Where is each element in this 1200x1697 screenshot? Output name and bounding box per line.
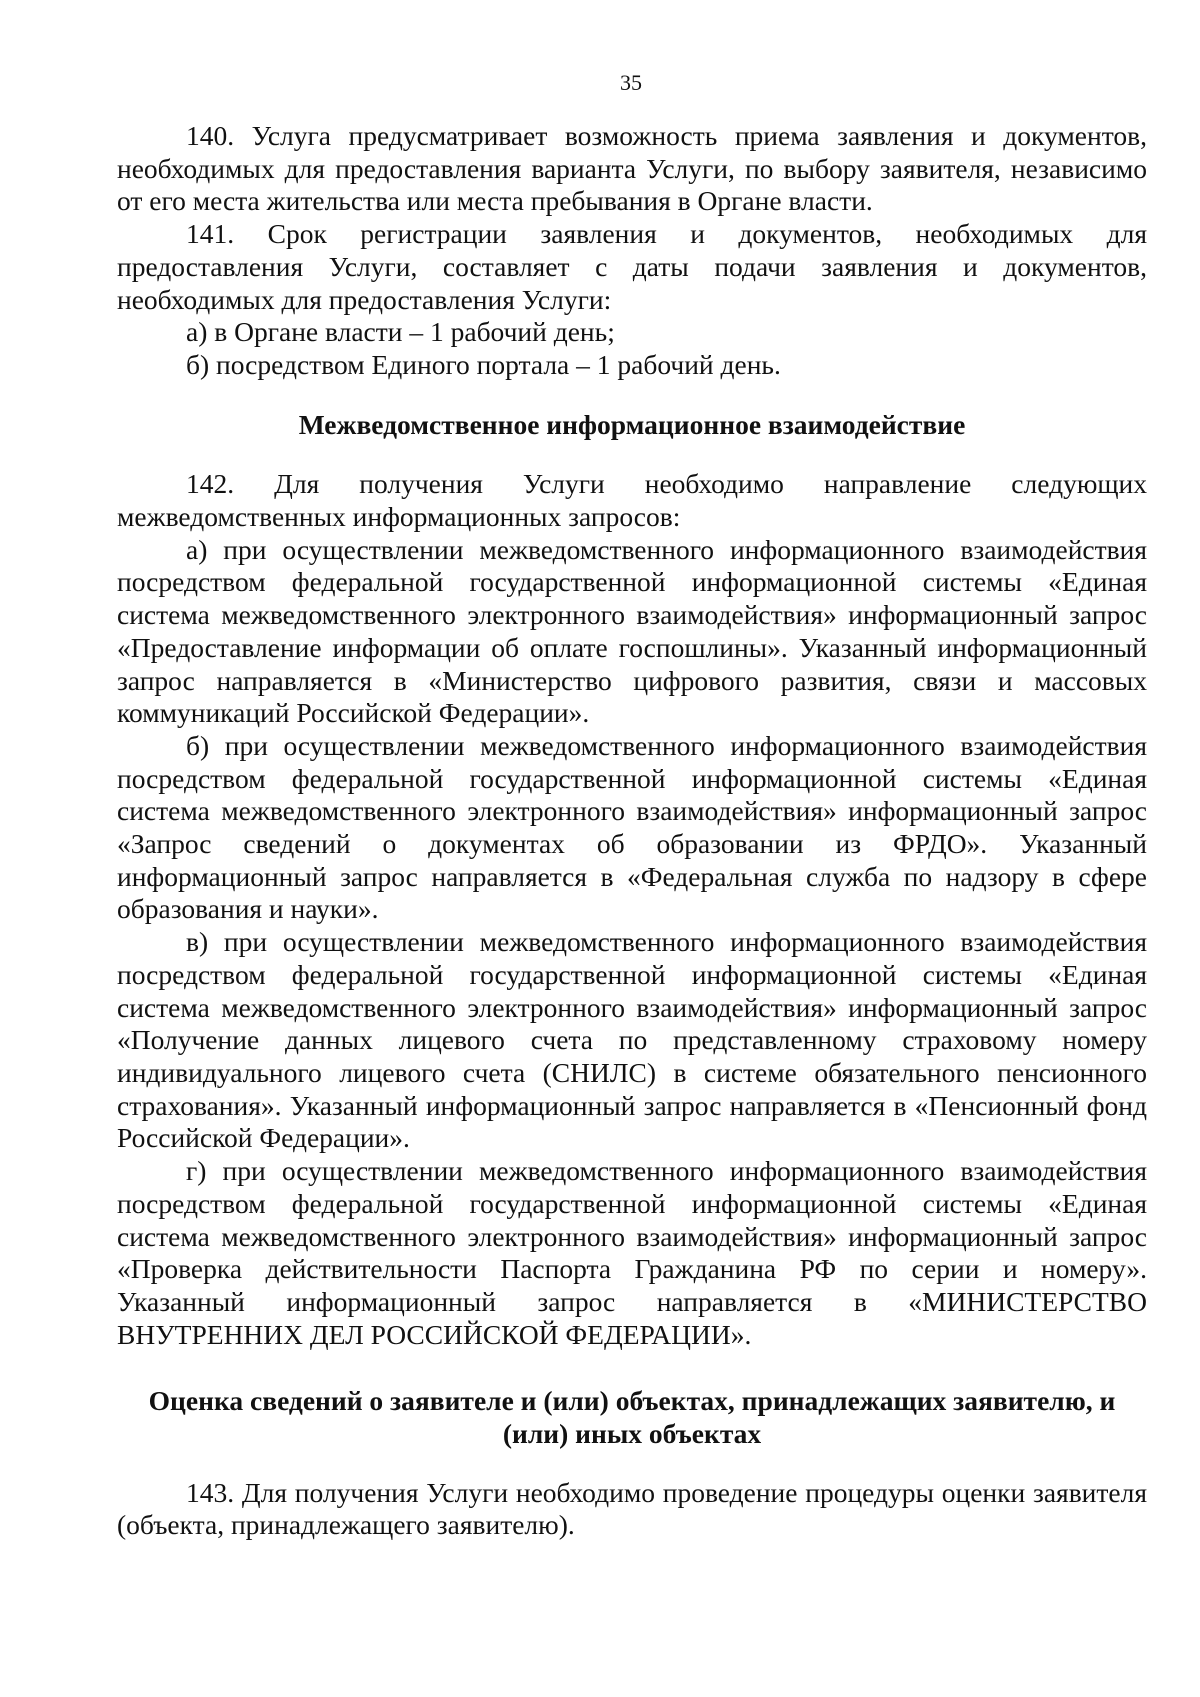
paragraph-141-a: а) в Органе власти – 1 рабочий день; <box>186 316 615 348</box>
paragraph-142-v: в) при осуществлении межведомственного информационного взаимодействия посредством федеральной государственной информационной системы «Единая система межведомственного электронного взаимодействия» информационный запрос «Получение данных лицевого счета по представленному страховому номеру индивидуального лицевого счета (СНИЛС) в системе обязательного пенсионного страхования». Указанный информационный запрос направляется в «Пенсионный фонд Российской Федерации». <box>117 926 1147 1154</box>
paragraph-142-a: а) при осуществлении межведомственного информационного взаимодействия посредством федеральной государственной информационной системы «Единая система межведомственного электронного взаимодействия» информационный запрос «Предоставление информации об оплате госпошлины». Указанный информационный запрос направляется в «Министерство цифрового развития, связи и массовых коммуникаций Российской Федерации». <box>117 533 1147 729</box>
paragraph-text: Для получения Услуги необходимо направление следующих межведомственных информационных запросов: <box>117 468 1148 533</box>
paragraph-142-b: б) при осуществлении межведомственного информационного взаимодействия посредством федеральной государственной информационной системы «Единая система межведомственного электронного взаимодействия» информационный запрос «Запрос сведений о документах об образовании из ФРДО». Указанный информационный запрос направляется в «Федеральная служба по надзору в сфере образования и науки». <box>117 729 1147 925</box>
paragraph-number: 142. <box>186 468 235 500</box>
paragraph-140 <box>117 120 1147 218</box>
paragraph-text: Срок регистрации заявления и документов, необходимых для предоставления Услуги, составляет с даты подачи заявления и документов, необходимых для предоставления Услуги: <box>117 218 1148 315</box>
paragraph-number: 140. <box>186 120 235 151</box>
section-heading-interagency: Межведомственное информационное взаимодействие <box>298 408 966 440</box>
paragraph-143 <box>117 1477 1147 1542</box>
section-heading-line: Оценка сведений о заявителе и (или) объектах, принадлежащих заявителю, и <box>148 1385 1116 1417</box>
section-heading-line: (или) иных объектах <box>502 1418 762 1450</box>
document-body <box>117 120 1147 1542</box>
paragraph-text: Услуга предусматривает возможность приема заявления и документов, необходимых для предоставления варианта Услуги, по выбору заявителя, независимо от его места жительства или места пребывания в Органе власти. <box>117 120 1147 217</box>
section-heading-assessment <box>117 1385 1147 1450</box>
paragraph-141-b: б) посредством Единого портала – 1 рабочий день. <box>186 348 781 380</box>
paragraph-number: 143. <box>186 1476 235 1508</box>
paragraph-142-g: г) при осуществлении межведомственного информационного взаимодействия посредством федеральной государственной информационной системы «Единая система межведомственного электронного взаимодействия» информационный запрос «Проверка действительности Паспорта Гражданина РФ по серии и номеру». Указанный информационный запрос направляется в «МИНИСТЕРСТВО ВНУТРЕННИХ ДЕЛ РОССИЙСКОЙ ФЕДЕРАЦИИ». <box>117 1155 1147 1350</box>
paragraph-142 <box>117 468 1147 533</box>
page-number: 35 <box>620 70 642 95</box>
paragraph-text: Для получения Услуги необходимо проведение процедуры оценки заявителя (объекта, принадлежащего заявителю). <box>117 1476 1147 1541</box>
paragraph-number: 141. <box>186 218 235 250</box>
paragraph-141 <box>117 218 1147 316</box>
